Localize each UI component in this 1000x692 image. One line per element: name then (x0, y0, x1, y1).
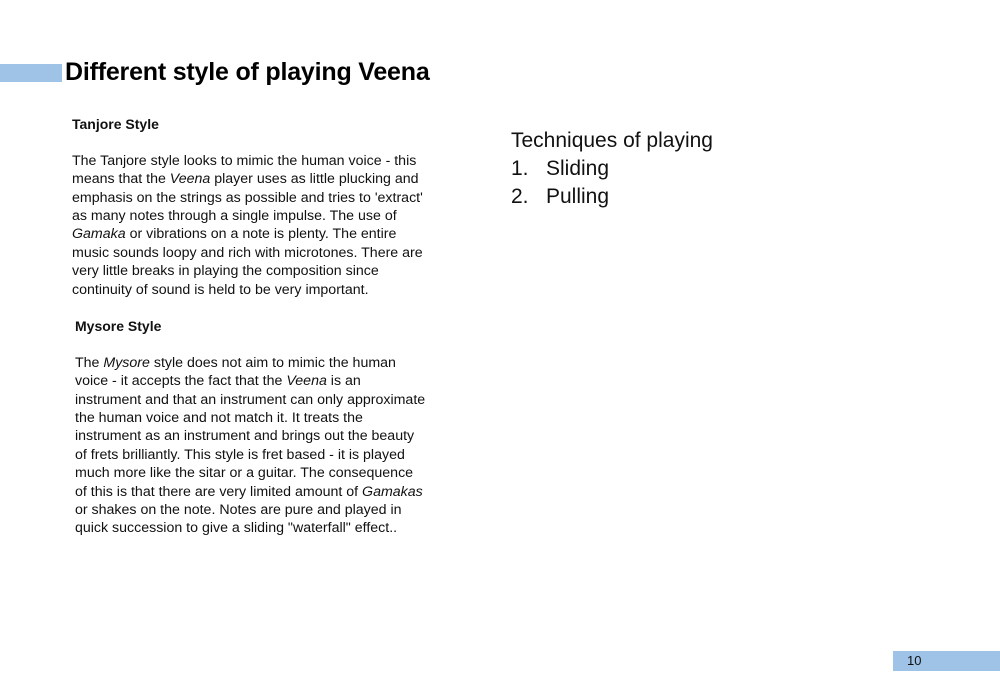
slide-title: Different style of playing Veena (65, 58, 430, 86)
techniques-heading: Techniques of playing (511, 129, 713, 152)
list-item-number: 2. (511, 185, 529, 208)
mysore-italic-term: Veena (286, 373, 327, 390)
mysore-section (75, 317, 427, 538)
mysore-text: or shakes on the note. Notes are pure and played in quick succession to give a sliding "waterfall" effect.. (75, 502, 402, 537)
list-item (511, 155, 713, 183)
list-item-label: Sliding (546, 157, 610, 180)
tanjore-text: The Tanjore style looks to mimic the human voice - this means that the (72, 152, 417, 188)
techniques-list (511, 155, 713, 211)
tanjore-heading: Tanjore Style (72, 116, 159, 132)
mysore-text: The (75, 354, 104, 371)
list-item (511, 183, 713, 211)
list-item-number: 1. (511, 157, 529, 180)
tanjore-italic-term: Gamaka (72, 226, 126, 243)
mysore-text: is an instrument and that an instrument can only approximate the human voice and not match it. It treats the instrument as an instrument and brings out the beauty of frets brilliantly. This style is fret based - it is played much more like the sitar or a guitar. The consequence of this is that there are very limited amount of (75, 373, 426, 500)
mysore-paragraph (75, 354, 427, 538)
list-item-label: Pulling (546, 185, 610, 208)
mysore-italic-term: Mysore (103, 354, 150, 371)
page-number-badge (893, 651, 1000, 671)
mysore-text: style does not aim to mimic the human voice - it accepts the fact that the (75, 354, 396, 390)
tanjore-italic-term: Veena (169, 171, 211, 188)
tanjore-text: player uses as little plucking and emphasis on the strings as possible and tries to 'extract' as many notes through a single impulse. The use of (72, 171, 423, 225)
tanjore-text: or vibrations on a note is plenty. The entire music sounds loopy and rich with microtones. There are very little breaks in playing the composition since continuity of sound is held to be very important. (72, 226, 423, 298)
tanjore-section (72, 115, 424, 299)
title-accent-bar (0, 64, 62, 82)
mysore-italic-term: Gamakas (362, 483, 423, 500)
tanjore-paragraph (72, 152, 424, 299)
page-number: 10 (907, 653, 922, 668)
techniques-block (511, 127, 713, 211)
mysore-heading: Mysore Style (75, 318, 162, 334)
